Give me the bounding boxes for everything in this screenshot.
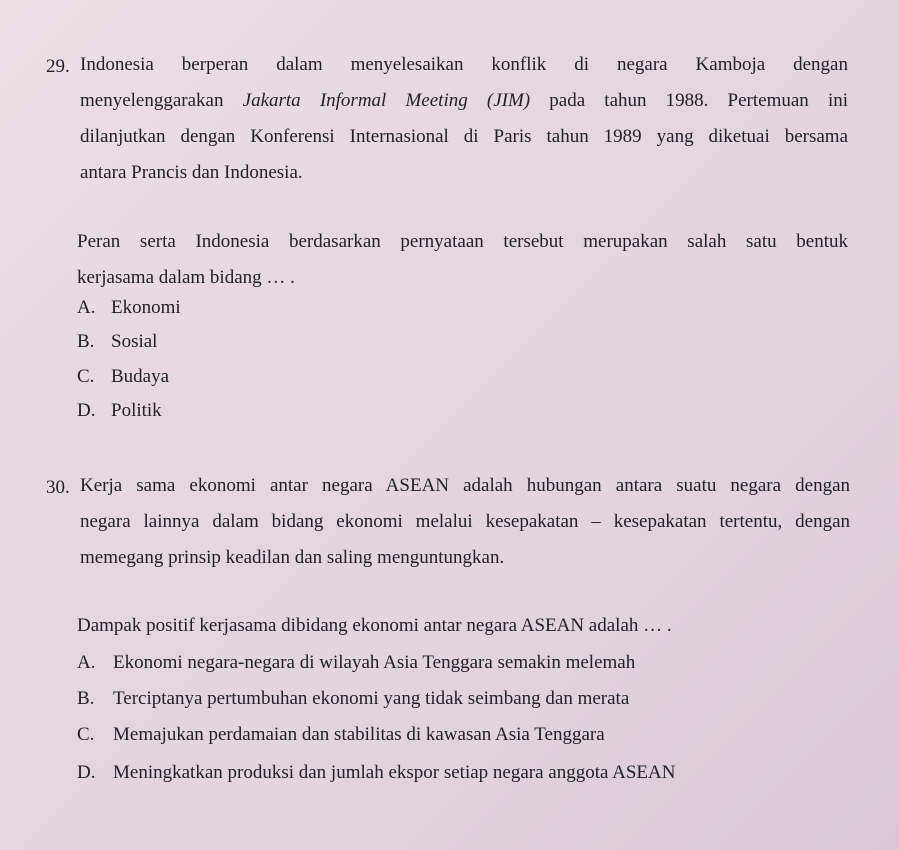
question-30-number: 30. (46, 477, 70, 498)
q29-option-d[interactable] (77, 400, 162, 422)
question-29-number: 29. (46, 56, 70, 77)
question-30-stem-line: negara lainnya dalam bidang ekonomi melalui kesepakatan – kesepakatan tertentu, dengan (80, 511, 850, 532)
option-letter: D. (77, 400, 96, 421)
option-text: Terciptanya pertumbuhan ekonomi yang tidak seimbang dan merata (113, 688, 630, 709)
question-29-stem-line: dilanjutkan dengan Konferensi Internasional di Paris tahun 1989 yang diketuai bersama (80, 126, 848, 147)
q29-option-c[interactable] (77, 366, 169, 388)
question-29-prompt (77, 224, 848, 296)
question-29-prompt-line: kerjasama dalam bidang … . (77, 267, 295, 288)
option-letter: B. (77, 331, 95, 352)
option-text: Ekonomi (111, 297, 181, 318)
option-text: Ekonomi negara-negara di wilayah Asia Tenggara semakin melemah (113, 652, 636, 673)
question-29-stem-line: Indonesia berperan dalam menyelesaikan konflik di negara Kamboja dengan (80, 54, 848, 75)
option-letter: A. (77, 297, 96, 318)
question-30-stem-line: memegang prinsip keadilan dan saling menguntungkan. (80, 547, 505, 568)
q30-option-b[interactable] (77, 688, 629, 710)
question-29-stem-line: antara Prancis dan Indonesia. (80, 162, 303, 183)
question-30-stem-line: Kerja sama ekonomi antar negara ASEAN adalah hubungan antara suatu negara dengan (80, 475, 850, 496)
option-text: Meningkatkan produksi dan jumlah ekspor setiap negara anggota ASEAN (113, 762, 676, 783)
option-text: Budaya (111, 366, 170, 387)
q29-option-a[interactable] (77, 297, 181, 319)
q30-option-d[interactable] (77, 762, 676, 784)
option-letter: C. (77, 724, 95, 745)
jim-italic-text: Jakarta Informal Meeting (JIM) (242, 90, 531, 111)
question-30-prompt-line: Dampak positif kerjasama dibidang ekonomi antar negara ASEAN adalah … . (77, 615, 672, 636)
option-letter: B. (77, 688, 95, 709)
q30-option-c[interactable] (77, 724, 605, 746)
option-text: Politik (111, 400, 162, 421)
option-letter: C. (77, 366, 95, 387)
question-29-prompt-line: Peran serta Indonesia berdasarkan pernyataan tersebut merupakan salah satu bentuk (77, 231, 848, 252)
question-29-stem-line-italic: menyelenggarakan Jakarta Informal Meeting (JIM) pada tahun 1988. Pertemuan ini (80, 90, 848, 111)
question-30-prompt (77, 608, 847, 644)
option-text: Sosial (111, 331, 158, 352)
q30-option-a[interactable] (77, 652, 635, 674)
q29-option-b[interactable] (77, 331, 157, 353)
question-29-stem (80, 47, 848, 191)
option-letter: D. (77, 762, 96, 783)
option-text: Memajukan perdamaian dan stabilitas di kawasan Asia Tenggara (113, 724, 605, 745)
question-30-stem (80, 468, 850, 576)
option-letter: A. (77, 652, 96, 673)
